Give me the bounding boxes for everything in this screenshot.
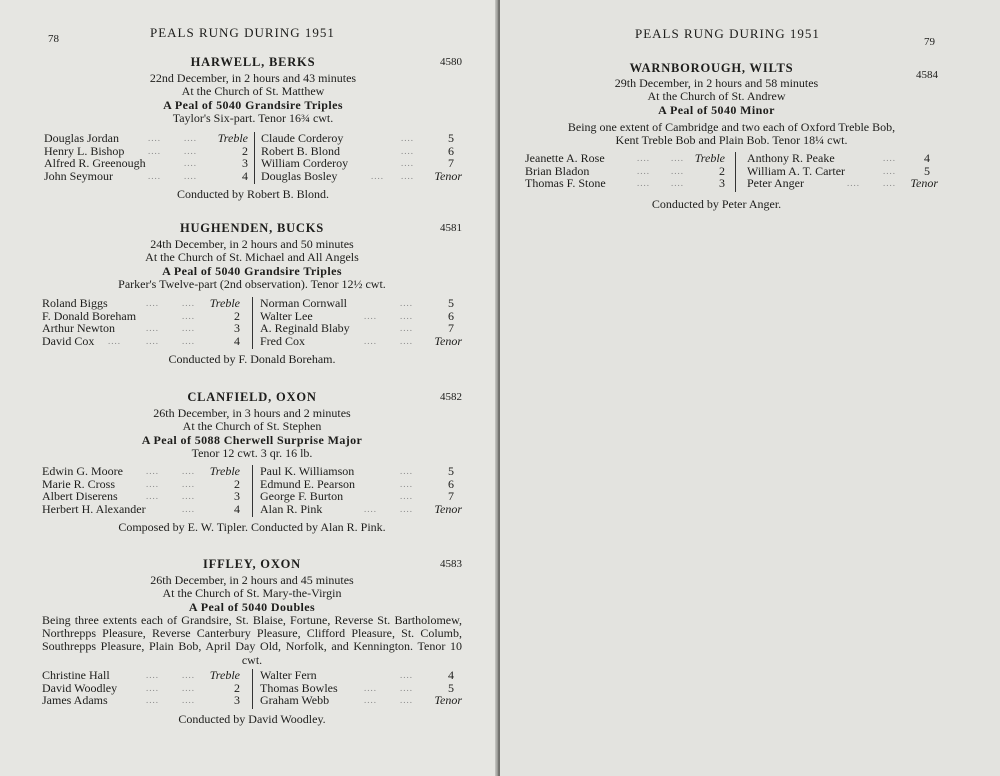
column-divider (735, 152, 736, 192)
left-page (0, 0, 497, 776)
ringer-name: Peter Anger (747, 176, 804, 191)
bell-number: Treble (694, 151, 725, 165)
peal-title: A Peal of 5040 Doubles (188, 599, 316, 614)
peal-info (525, 77, 908, 117)
peal-place: IFFLEY, OXON (202, 557, 302, 571)
ringer-row: Arthur Newton .... .... 3 (42, 321, 240, 336)
ringer-name: Alan R. Pink (260, 501, 323, 516)
ringer-row: David Woodley .... .... 2 (42, 680, 240, 695)
peal-date: 26th December, in 3 hours and 2 minutes (153, 406, 351, 420)
peal-methods-line: Kent Treble Bob and Plain Bob. Tenor 18¼ cwt. (615, 133, 848, 148)
bell-number: Tenor (434, 693, 462, 708)
peal-entry (525, 61, 938, 221)
bell-number: 4 (234, 333, 240, 348)
peal-footer: Conducted by Peter Anger. (651, 197, 782, 211)
ringer-name: Brian Bladon (525, 163, 590, 178)
ringers-table (525, 152, 938, 192)
bell-number: 2 (234, 680, 240, 695)
ringers-table (42, 669, 462, 709)
ringer-row: William Corderoy .... 7 (261, 156, 454, 171)
ringer-name: Graham Webb (260, 693, 330, 708)
peal-church: At the Church of St. Mary-the-Virgin (162, 586, 342, 601)
ringer-row: Edmund E. Pearson .... 6 (260, 476, 454, 491)
peal-place: HUGHENDEN, BUCKS (179, 221, 325, 235)
ringer-name: Norman Cornwall (260, 296, 347, 310)
ringer-name: Robert B. Blond (261, 143, 341, 158)
ringer-name: Douglas Jordan (44, 131, 119, 145)
peal-footer: Conducted by F. Donald Boreham. (168, 352, 336, 366)
ringer-row: Douglas Jordan .... .... Treble (44, 131, 248, 145)
ringer-name: Herbert H. Alexander (42, 501, 146, 516)
peal-detail: Tenor 12 cwt. 3 qr. 16 lb. (191, 446, 313, 461)
bell-number: 7 (448, 156, 454, 171)
ringer-row: Thomas F. Stone .... .... 3 (525, 176, 725, 191)
ringers-left-column (525, 152, 725, 190)
bell-number: Tenor (910, 176, 938, 191)
peal-detail: Taylor's Six-part. Tenor 16¾ cwt. (172, 111, 334, 126)
peal-church: At the Church of St. Stephen (182, 419, 322, 434)
bell-number: Treble (209, 668, 240, 682)
peal-title: A Peal of 5040 Grandsire Triples (162, 263, 342, 278)
ringer-row: Graham Webb .... .... Tenor (260, 693, 462, 708)
ringer-row: A. Reginald Blaby .... 7 (260, 321, 454, 336)
ringer-name: Fred Cox (260, 333, 305, 348)
bell-number: 6 (448, 143, 454, 158)
ringer-name: Claude Corderoy (261, 131, 344, 145)
peal-number: 4581 (440, 222, 462, 234)
ringer-row: Paul K. Williamson .... 5 (260, 464, 454, 478)
bell-number: 3 (234, 693, 240, 708)
ringer-row: Anthony R. Peake .... 4 (747, 151, 930, 165)
peal-footer: Conducted by Robert B. Blond. (177, 187, 329, 201)
ringer-row: David Cox .... .... .... 4 (42, 333, 240, 348)
ringers-right-column (260, 669, 462, 707)
peal-number: 4582 (440, 391, 462, 403)
ringers-right-column (747, 152, 938, 190)
bell-number: Tenor (434, 168, 462, 183)
peal-info (42, 407, 462, 461)
page-number: 78 (48, 33, 59, 45)
ringer-name: F. Donald Boreham (42, 308, 137, 323)
peal-place: HARWELL, BERKS (190, 55, 316, 69)
ringer-row: Peter Anger .... .... Tenor (747, 176, 938, 191)
right-page (500, 0, 1000, 776)
bell-number: 6 (448, 308, 454, 323)
peal-entry (42, 221, 462, 371)
bell-number: 5 (448, 131, 454, 145)
bell-number: Treble (209, 296, 240, 310)
ringer-name: Walter Fern (260, 668, 317, 682)
peal-entry (42, 557, 462, 737)
ringers-left-column (42, 465, 240, 515)
ringer-name: John Seymour (44, 168, 113, 183)
peal-methods-description: Being three extents each of Grandsire, St. Blaise, Fortune, Reverse St. Bartholomew, Northrepps Pleasure, Reverse Canterbury Pleasure, Clifford Pleasure, St. Columb, Southrepps Pleasure, Plain Bob, April Day Old, Norfolk, and Kennington. Tenor 10 cwt. (42, 613, 462, 667)
bell-number: 5 (924, 163, 930, 178)
ringer-row: Walter Lee .... .... 6 (260, 308, 454, 323)
bell-number: 2 (234, 308, 240, 323)
peal-title: A Peal of 5040 Grandsire Triples (163, 97, 343, 112)
ringer-row: Albert Diserens .... .... 3 (42, 489, 240, 504)
column-divider (252, 297, 253, 349)
peal-detail: Parker's Twelve-part (2nd observation). Tenor 12½ cwt. (118, 277, 386, 292)
ringer-name: Christine Hall (42, 668, 110, 682)
ringer-name: Arthur Newton (42, 321, 115, 336)
running-head: PEALS RUNG DURING 1951 (635, 26, 820, 41)
ringer-row: Roland Biggs .... .... Treble (42, 296, 240, 310)
peal-date: 29th December, in 2 hours and 58 minutes (614, 76, 819, 90)
bell-number: Treble (217, 131, 248, 145)
ringers-right-column (260, 465, 462, 515)
peal-number: 4584 (916, 69, 938, 81)
ringer-row: Douglas Bosley .... .... Tenor (261, 168, 462, 183)
ringer-row: Thomas Bowles .... .... 5 (260, 680, 454, 695)
peal-place: CLANFIELD, OXON (187, 390, 317, 404)
ringer-name: Walter Lee (260, 308, 313, 323)
ringer-row: Walter Fern .... 4 (260, 668, 454, 682)
ringer-name: David Cox (42, 333, 95, 348)
bell-number: Treble (209, 464, 240, 478)
ringer-name: George F. Burton (260, 489, 344, 504)
bell-number: Tenor (434, 501, 462, 516)
bell-number: 3 (719, 176, 725, 191)
bell-number: 7 (448, 489, 454, 504)
ringer-row: George F. Burton .... 7 (260, 489, 454, 504)
ringer-name: James Adams (42, 693, 108, 708)
ringer-name: A. Reginald Blaby (260, 321, 350, 336)
peal-methods-description (525, 121, 938, 148)
peal-date: 24th December, in 2 hours and 50 minutes (150, 237, 354, 251)
peal-footer: Conducted by David Woodley. (178, 712, 326, 726)
ringer-row: Alfred R. Greenough .... 3 (44, 156, 248, 171)
peal-title: A Peal of 5088 Cherwell Surprise Major (141, 432, 363, 447)
bell-number: 5 (448, 680, 454, 695)
peal-footer: Composed by E. W. Tipler. Conducted by Alan R. Pink. (118, 520, 386, 534)
bell-number: 3 (234, 321, 240, 336)
column-divider (254, 132, 255, 184)
ringers-left-column (44, 132, 248, 182)
ringers-table (42, 465, 462, 517)
bell-number: Tenor (434, 333, 462, 348)
ringer-name: Alfred R. Greenough (44, 156, 146, 171)
bell-number: 3 (242, 156, 248, 171)
ringers-left-column (42, 297, 240, 347)
peal-methods-line: Being one extent of Cambridge and two each of Oxford Treble Bob, (567, 120, 896, 134)
ringer-row: Alan R. Pink .... .... Tenor (260, 501, 462, 516)
peal-number: 4583 (440, 558, 462, 570)
ringer-row: Claude Corderoy .... 5 (261, 131, 454, 145)
peal-entry (42, 390, 462, 540)
bell-number: 2 (719, 163, 725, 178)
page-number: 79 (924, 36, 935, 48)
bell-number: 4 (234, 501, 240, 516)
ringer-row: Herbert H. Alexander .... 4 (42, 501, 240, 516)
ringer-row: William A. T. Carter .... 5 (747, 163, 930, 178)
peal-info (42, 238, 462, 292)
bell-number: 7 (448, 321, 454, 336)
ringer-name: Paul K. Williamson (260, 464, 355, 478)
bell-number: 5 (448, 296, 454, 310)
ringer-row: Marie R. Cross .... .... 2 (42, 476, 240, 491)
peal-church: At the Church of St. Matthew (181, 84, 325, 99)
peal-info (44, 72, 462, 126)
peal-date: 22nd December, in 2 hours and 43 minutes (149, 71, 357, 85)
ringer-name: Edwin G. Moore (42, 464, 123, 478)
peal-number: 4580 (440, 56, 462, 68)
ringer-name: William Corderoy (261, 156, 349, 171)
column-divider (252, 465, 253, 517)
bell-number: 2 (242, 143, 248, 158)
peal-entry (44, 55, 462, 205)
bell-number: 3 (234, 489, 240, 504)
ringer-name: Marie R. Cross (42, 476, 115, 491)
peal-church: At the Church of St. Andrew (647, 89, 786, 104)
ringers-right-column (261, 132, 462, 182)
ringer-name: Edmund E. Pearson (260, 476, 355, 491)
ringer-row: Christine Hall .... .... Treble (42, 668, 240, 682)
running-head: PEALS RUNG DURING 1951 (150, 25, 335, 40)
ringer-name: Thomas Bowles (260, 680, 338, 695)
peal-title: A Peal of 5040 Minor (658, 102, 775, 117)
ringer-name: Henry L. Bishop (44, 143, 125, 158)
column-divider (252, 669, 253, 709)
ringer-name: Anthony R. Peake (747, 151, 835, 165)
peal-info (42, 574, 462, 614)
ringers-right-column (260, 297, 462, 347)
ringer-name: Albert Diserens (42, 489, 118, 504)
ringer-row: F. Donald Boreham .... 2 (42, 308, 240, 323)
ringer-name: David Woodley (42, 680, 118, 695)
ringer-name: William A. T. Carter (747, 163, 846, 178)
ringer-row: Fred Cox .... .... Tenor (260, 333, 462, 348)
ringer-name: Douglas Bosley (261, 168, 338, 183)
peal-place: WARNBOROUGH, WILTS (629, 61, 794, 75)
ringer-row: Norman Cornwall .... 5 (260, 296, 454, 310)
ringers-table (42, 297, 462, 349)
ringer-row: James Adams .... .... 3 (42, 693, 240, 708)
ringer-row: Henry L. Bishop .... .... 2 (44, 143, 248, 158)
ringers-table (44, 132, 462, 184)
ringer-name: Jeanette A. Rose (525, 151, 605, 165)
peal-church: At the Church of St. Michael and All Angels (145, 250, 359, 265)
bell-number: 2 (234, 476, 240, 491)
bell-number: 4 (924, 151, 930, 165)
bell-number: 4 (242, 168, 248, 183)
ringers-left-column (42, 669, 240, 707)
peal-date: 26th December, in 2 hours and 45 minutes (150, 573, 354, 587)
ringer-name: Thomas F. Stone (525, 176, 606, 191)
ringer-row: John Seymour .... .... 4 (44, 168, 248, 183)
ringer-row: Edwin G. Moore .... .... Treble (42, 464, 240, 478)
ringer-row: Brian Bladon .... .... 2 (525, 163, 725, 178)
bell-number: 5 (448, 464, 454, 478)
ringer-row: Robert B. Blond .... 6 (261, 143, 454, 158)
ringer-name: Roland Biggs (42, 296, 108, 310)
ringer-row: Jeanette A. Rose .... .... Treble (525, 151, 725, 165)
bell-number: 6 (448, 476, 454, 491)
bell-number: 4 (448, 668, 454, 682)
